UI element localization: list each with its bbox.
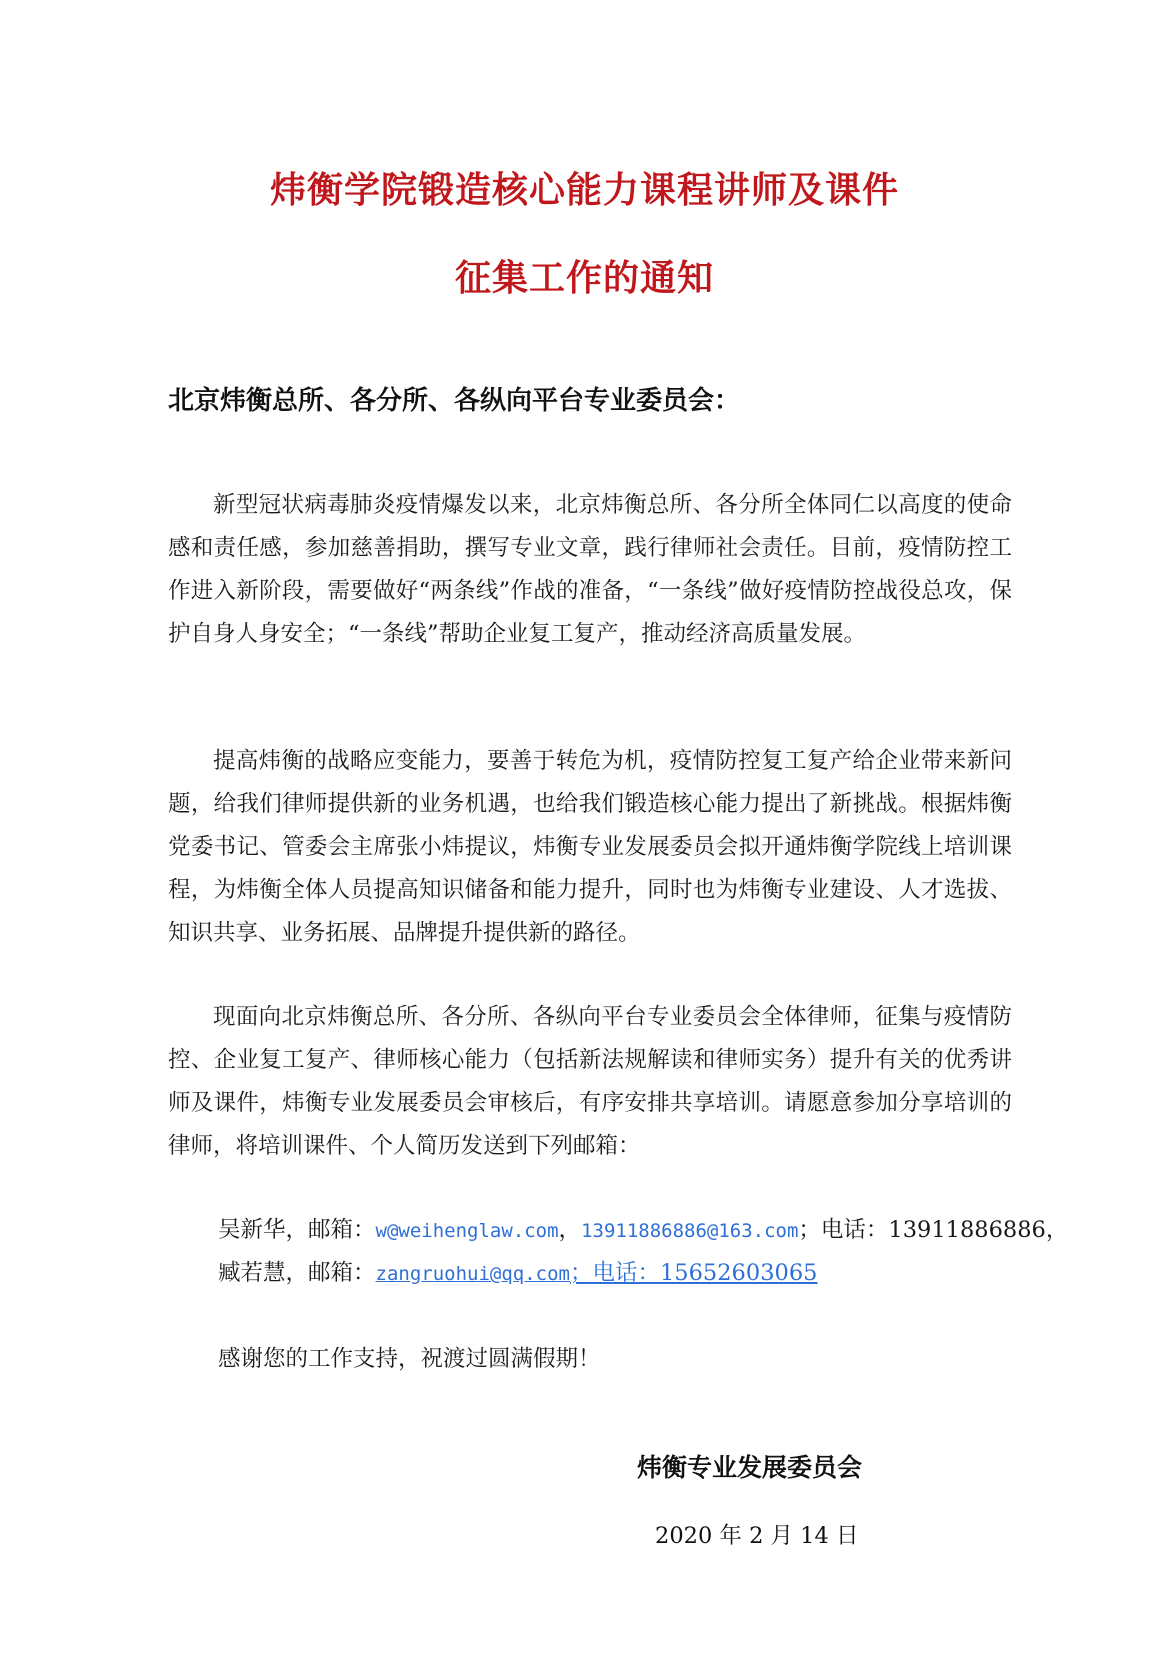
paragraph-1: 新型冠状病毒肺炎疫情爆发以来，北京炜衡总所、各分所全体同仁以高度的使命感和责任感，参加慈善捐助，撰写专业文章，践行律师社会责任。目前，疫情防控工作进入新阶段，需要做好“两条线”作战的准备，“一条线”做好疫情防控战役总攻，保护自身人身安全；“一条线”帮助企业复工复产，推动经济高质量发展。 <box>168 492 1012 647</box>
signer: 炜衡专业发展委员会 <box>637 1453 863 1482</box>
title-line-1: 炜衡学院锻造核心能力课程讲师及课件 <box>269 170 899 211</box>
paragraph-3: 现面向北京炜衡总所、各分所、各纵向平台专业委员会全体律师，征集与疫情防控、企业复工复产、律师核心能力（包括新法规解读和律师实务）提升有关的优秀讲师及课件，炜衡专业发展委员会审核后，有序安排共享培训。请愿意参加分享培训的律师，将培训课件、个人简历发送到下列邮箱： <box>168 1004 1012 1159</box>
contact-zang-phone-link[interactable]: ；电话：15652603065 <box>569 1260 818 1286</box>
email-link-weihenglaw[interactable]: w@weihenglaw.com <box>375 1220 559 1242</box>
contact-zang <box>218 1252 817 1296</box>
thanks-line: 感谢您的工作支持，祝渡过圆满假期！ <box>218 1346 601 1372</box>
contact-wu-separator: ， <box>558 1217 582 1243</box>
email-link-qq[interactable]: zangruohui@qq.com <box>375 1263 570 1285</box>
contact-wu-prefix: 吴新华，邮箱： <box>218 1217 376 1243</box>
contact-wu <box>218 1209 1068 1253</box>
paragraph-2: 提高炜衡的战略应变能力，要善于转危为机，疫情防控复工复产给企业带来新问题，给我们律师提供新的业务机遇，也给我们锻造核心能力提出了新挑战。根据炜衡党委书记、管委会主席张小炜提议，炜衡专业发展委员会拟开通炜衡学院线上培训课程，为炜衡全体人员提高知识储备和能力提升，同时也为炜衡专业建设、人才选拔、知识共享、业务拓展、品牌提升提供新的路径。 <box>168 748 1012 946</box>
email-link-163[interactable]: 13911886886@163.com <box>581 1220 799 1242</box>
date: 2020 年 2 月 14 日 <box>655 1523 859 1549</box>
salutation: 北京炜衡总所、各分所、各纵向平台专业委员会： <box>168 386 741 416</box>
contact-zang-prefix: 臧若慧，邮箱： <box>218 1260 376 1286</box>
contact-wu-phone: ；电话：13911886886， <box>798 1217 1069 1243</box>
title-line-2: 征集工作的通知 <box>454 258 714 299</box>
